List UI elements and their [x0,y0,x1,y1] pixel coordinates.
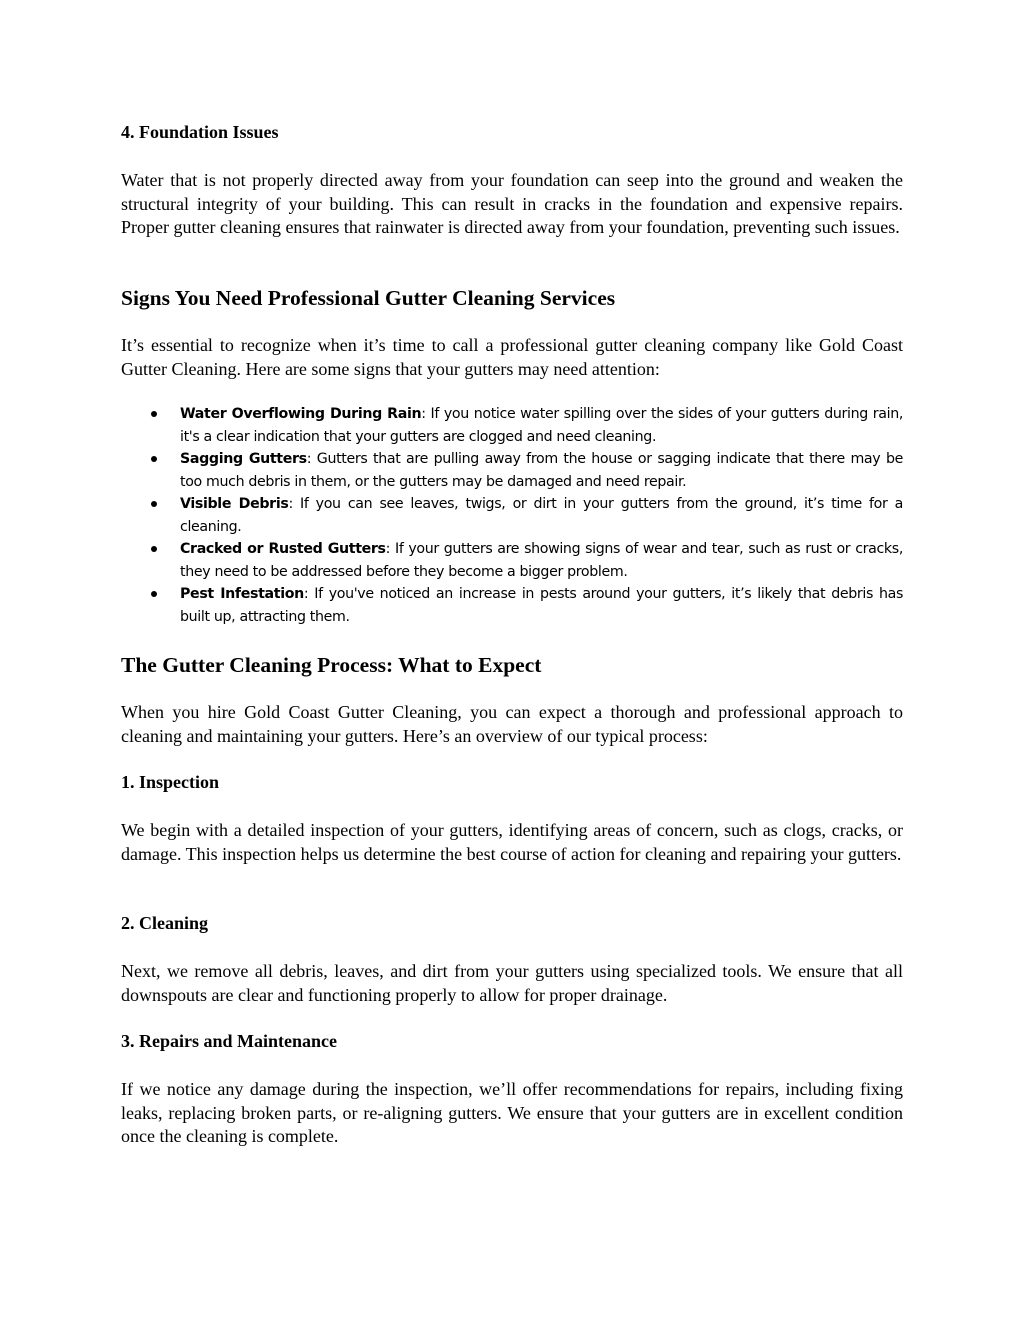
paragraph-inspection: We begin with a detailed inspection of your gutters, identifying areas of concern, such as clogs, cracks, or damage. This inspection helps us determine the best course of action for cleaning and repairing your gutters. [121,820,903,864]
signs-bullet-list [121,403,903,628]
list-item [121,493,903,538]
bullet-icon [151,546,157,552]
list-item-text: : Gutters that are pulling away from the house or sagging indicate that there may be too much debris in them, or the gutters may be damaged and need repair. [180,451,903,490]
list-item-term: Visible Debris [180,496,289,512]
heading-cleaning-process: The Gutter Cleaning Process: What to Expect [121,653,542,677]
list-item-text: : If you can see leaves, twigs, or dirt in your gutters from the ground, it’s time for a cleaning. [180,496,903,535]
list-item-term: Sagging Gutters [180,451,307,467]
list-item-text: : If your gutters are showing signs of wear and tear, such as rust or cracks, they need to be addressed before they become a bigger problem. [180,541,903,580]
paragraph-process-intro: When you hire Gold Coast Gutter Cleaning, you can expect a thorough and professional approach to cleaning and maintaining your gutters. Here’s an overview of our typical process: [121,702,903,746]
bullet-icon [151,456,157,462]
paragraph-repairs-maintenance: If we notice any damage during the inspection, we’ll offer recommendations for repairs, including fixing leaks, replacing broken parts, or re-aligning gutters. We ensure that your gutters are in excellent condition once the cleaning is complete. [121,1079,903,1146]
heading-foundation-issues: 4. Foundation Issues [121,122,279,142]
heading-signs-professional-cleaning: Signs You Need Professional Gutter Cleaning Services [121,286,616,310]
list-item-text: : If you've noticed an increase in pests around your gutters, it’s likely that debris has built up, attracting them. [180,586,903,625]
list-item-term: Cracked or Rusted Gutters [180,541,386,557]
heading-repairs-maintenance: 3. Repairs and Maintenance [121,1031,337,1051]
heading-inspection: 1. Inspection [121,772,220,792]
list-item-term: Pest Infestation [180,586,304,602]
bullet-icon [151,591,157,597]
list-item [121,583,903,628]
list-item-text: : If you notice water spilling over the sides of your gutters during rain, it's a clear indication that your gutters are clogged and need cleaning. [180,406,903,445]
bullet-icon [151,411,157,417]
paragraph-cleaning: Next, we remove all debris, leaves, and dirt from your gutters using specialized tools. We ensure that all downspouts are clear and functioning properly to allow for proper drainage. [121,961,903,1005]
paragraph-signs-intro: It’s essential to recognize when it’s time to call a professional gutter cleaning company like Gold Coast Gutter Cleaning. Here are some signs that your gutters may need attention: [121,335,903,379]
bullet-icon [151,501,157,507]
paragraph-foundation-issues: Water that is not properly directed away from your foundation can seep into the ground and weaken the structural integrity of your building. This can result in cracks in the foundation and expensive repairs. Proper gutter cleaning ensures that rainwater is directed away from your foundation, preventing such issues. [121,170,903,237]
list-item [121,448,903,493]
list-item [121,538,903,583]
list-item-term: Water Overflowing During Rain [180,406,422,422]
heading-cleaning: 2. Cleaning [121,913,209,933]
list-item [121,403,903,448]
